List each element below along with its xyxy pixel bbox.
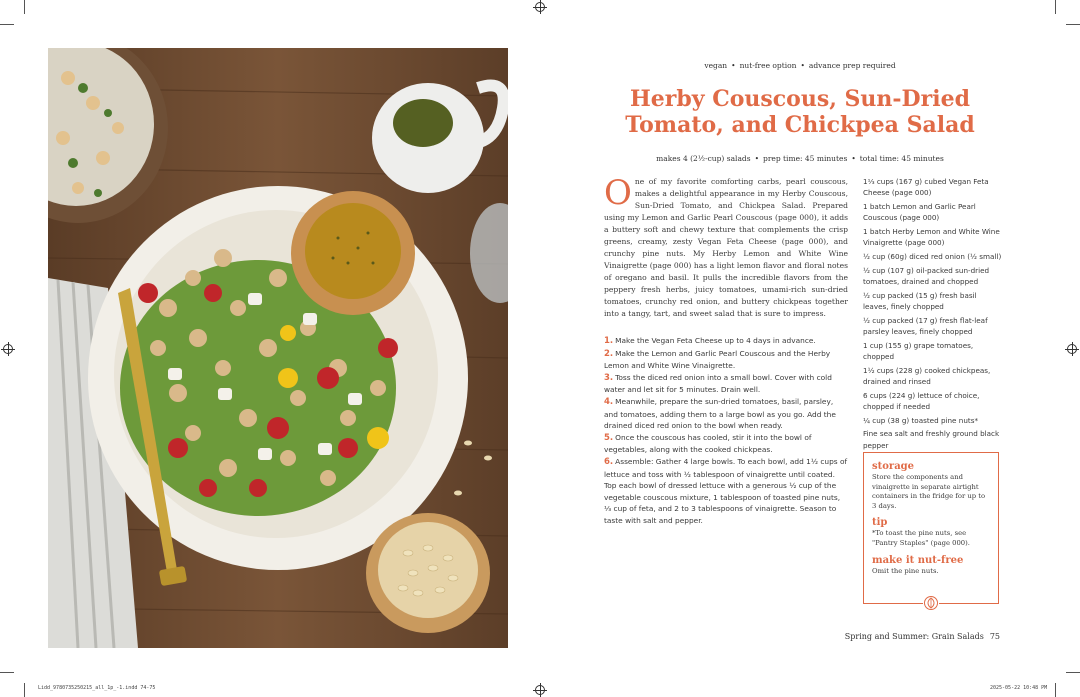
nut-free-text: Omit the pine nuts. xyxy=(872,566,939,575)
registration-mark xyxy=(535,685,545,695)
crop-mark xyxy=(24,683,25,697)
crop-mark xyxy=(1066,24,1080,25)
registration-mark xyxy=(535,2,545,12)
registration-mark xyxy=(3,344,13,354)
recipe-tags: vegan • nut-free option • advance prep required xyxy=(704,61,896,70)
ingredient: Fine sea salt and freshly ground black pepper xyxy=(863,429,1000,450)
section-name: Spring and Summer: Grain Salads xyxy=(844,632,984,641)
ingredient: 1⅓ cups (167 g) cubed Vegan Feta Cheese (page 000) xyxy=(863,177,989,198)
crop-mark xyxy=(1066,672,1080,673)
step: 5. Once the couscous has cooled, stir it into the bowl of vegetables, along with the cooked chickpeas. xyxy=(604,432,812,455)
page-number: 75 xyxy=(989,632,1000,641)
ingredient: ½ cup (60g) diced red onion (½ small) xyxy=(863,252,1002,261)
ingredient: ¼ cup (38 g) toasted pine nuts* xyxy=(863,415,979,425)
tag: advance prep required xyxy=(808,61,896,70)
tag: nut-free option xyxy=(739,61,797,70)
file-slug: Lidd_9780735250215_all_1p_-1.indd 74-75 xyxy=(38,685,156,691)
prep-time: prep time: 45 minutes xyxy=(763,154,848,163)
step: 6. Assemble: Gather 4 large bowls. To each bowl, add 1½ cups of lettuce and toss with ½ tablespoon of vinaigrette until coated. Top each bowl of dressed lettuce with a generous ½ cup of the vegetable couscous mixture, 1 tablespoon of toasted pine nuts, ⅓ cup of feta, and 2 to 3 tablespoons of vinaigrette. Season to taste with salt and pepper. xyxy=(604,456,848,525)
ingredient: 6 cups (224 g) lettuce of choice, chopped if needed xyxy=(863,390,980,411)
storage-heading: storage xyxy=(872,461,915,472)
ingredient: ½ cup (107 g) oil-packed sun-dried tomatoes, drained and chopped xyxy=(863,265,990,286)
registration-mark xyxy=(1067,344,1077,354)
tip-heading: tip xyxy=(872,517,888,529)
ingredient: ½ cup packed (15 g) fresh basil leaves, finely chopped xyxy=(863,290,977,311)
total-time: total time: 45 minutes xyxy=(859,154,944,163)
step: 2. Make the Lemon and Garlic Pearl Couscous and the Herby Lemon and White Wine Vinaigrette. xyxy=(604,348,831,371)
step: 4. Meanwhile, prepare the sun-dried tomatoes, basil, parsley, and tomatoes, adding them to a large bowl as you go. Add the drained diced red onion to the bowl when ready. xyxy=(604,396,836,431)
ingredient: 1 cup (155 g) grape tomatoes, chopped xyxy=(863,340,974,361)
yield: makes 4 (2½-cup) salads xyxy=(656,154,751,163)
nut-free-heading: make it nut-free xyxy=(872,554,964,566)
crop-mark xyxy=(24,0,25,14)
salad-illustration xyxy=(48,48,508,648)
recipe-meta: makes 4 (2½-cup) salads • prep time: 45 minutes • total time: 45 minutes xyxy=(656,154,944,163)
drop-cap: O xyxy=(604,173,632,213)
storage-text: Store the components and vinaigrette in separate airtight containers in the fridge for up to 3 days. xyxy=(872,473,986,510)
salad-photo xyxy=(48,48,508,648)
recipe-intro xyxy=(604,173,848,320)
intro-text: ne of my favorite comforting carbs, pearl couscous, makes a delightful appearance in my Herby Couscous, Sun-Dried Tomato, and Chickpea Salad. Prepared using my Lemon and Garlic Pearl Couscous (page 000), it adds a buttery soft and chewy texture that complements the crisp greens, creamy, zesty Vegan Feta Cheese (page 000), and crunchy pine nuts. My Herby Lemon and White Wine Vinaigrette (page 000) has a light lemon flavor and floral notes of oregano and basil. It pulls the incredible flavors from the peppery fresh herbs, juicy tomatoes, umami-rich sun-dried tomatoes, crunchy red onion, and buttery chickpeas together into a tangy, tart, and sweet salad that is sure to impress. xyxy=(604,177,848,318)
ingredient: 1 batch Herby Lemon and White Wine Vinaigrette (page 000) xyxy=(863,227,1000,248)
running-footer xyxy=(800,632,1000,641)
step: 3. Toss the diced red onion into a small bowl. Cover with cold water and let sit for 5 minutes. Drain well. xyxy=(604,372,832,395)
tip-text: *To toast the pine nuts, see "Pantry Staples" (page 000). xyxy=(872,529,970,547)
ingredient-list xyxy=(863,176,1003,453)
crop-mark xyxy=(1055,683,1056,697)
crop-mark xyxy=(1055,0,1056,14)
ingredient: 1 batch Lemon and Garlic Pearl Couscous (page 000) xyxy=(863,202,976,223)
ingredient: 1½ cups (228 g) cooked chickpeas, drained and rinsed xyxy=(863,365,991,386)
crop-mark xyxy=(0,24,14,25)
leaf-icon xyxy=(923,595,939,611)
ingredient: ½ cup packed (17 g) fresh flat-leaf parsley leaves, finely chopped xyxy=(863,315,988,336)
crop-mark xyxy=(0,672,14,673)
date-slug: 2025-05-22 10:48 PM xyxy=(990,685,1048,691)
tips-sidebar xyxy=(863,452,999,604)
step: 1. Make the Vegan Feta Cheese up to 4 days in advance. xyxy=(604,336,816,346)
method-steps xyxy=(604,335,848,527)
recipe-title: Herby Couscous, Sun-Dried Tomato, and Chickpea Salad xyxy=(625,86,975,138)
tag: vegan xyxy=(704,61,728,70)
